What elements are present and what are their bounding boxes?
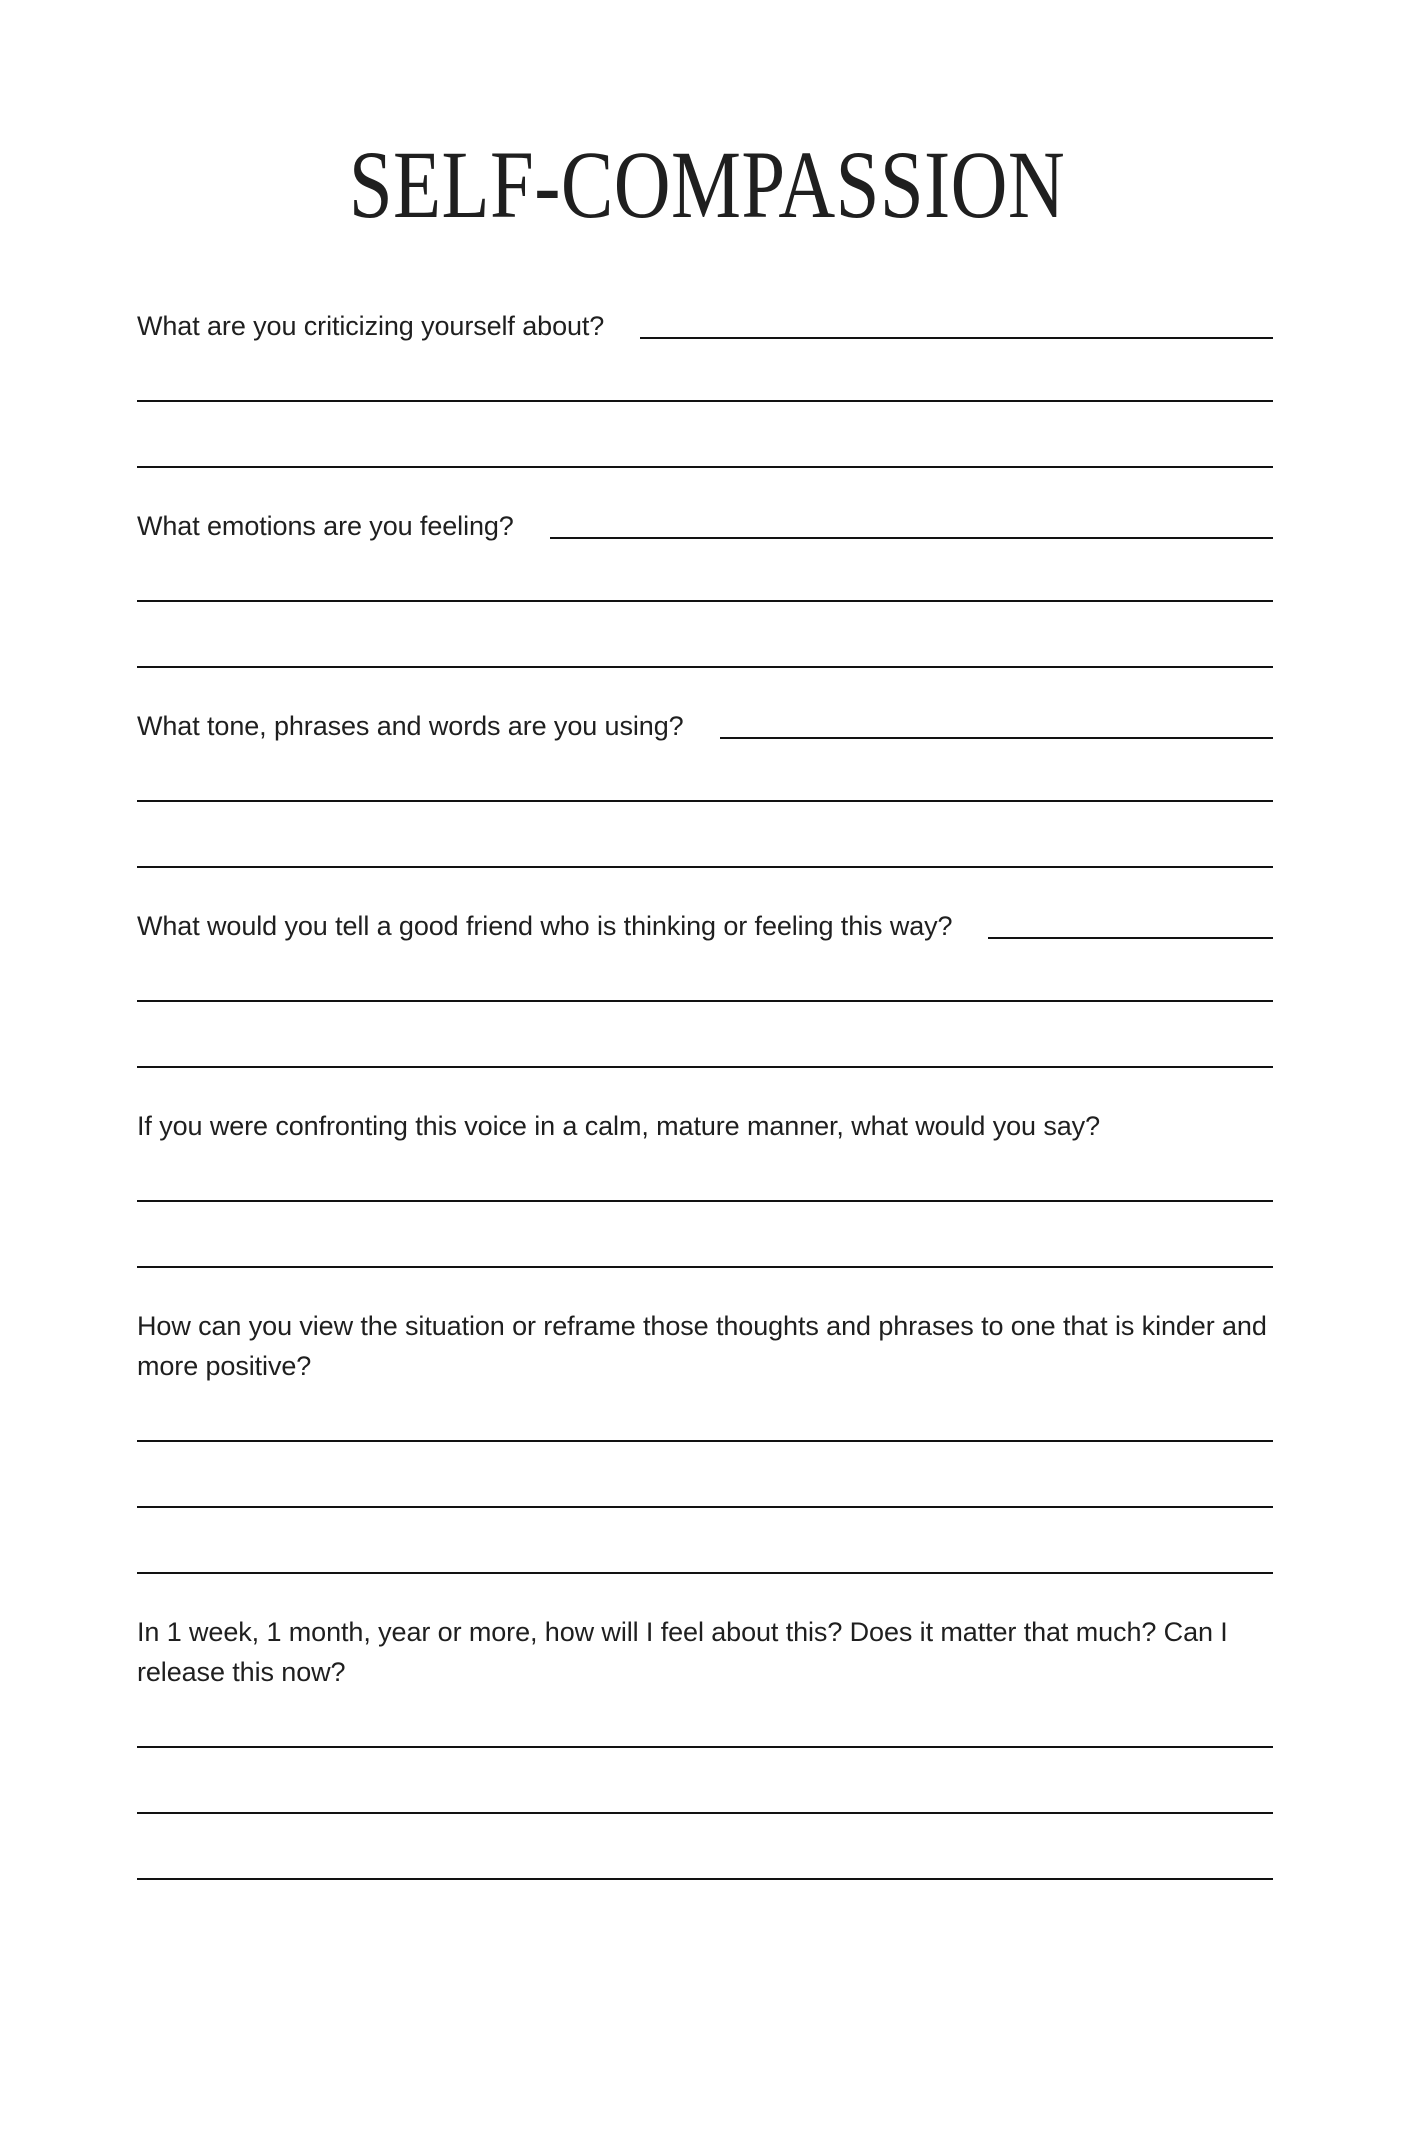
question-row [137, 906, 1273, 946]
question-block [137, 506, 1273, 668]
answer-writing-line[interactable] [137, 1442, 1273, 1508]
question-block [137, 306, 1273, 468]
answer-writing-line[interactable] [137, 746, 1273, 802]
answer-writing-line[interactable] [137, 1386, 1273, 1442]
question-block [137, 1306, 1273, 1574]
answer-writing-line[interactable] [137, 1692, 1273, 1748]
answer-writing-line[interactable] [137, 402, 1273, 468]
answer-writing-line[interactable] [137, 546, 1273, 602]
question-label: If you were confronting this voice in a calm, mature manner, what would you say? [137, 1111, 1100, 1141]
answer-writing-line[interactable] [137, 802, 1273, 868]
question-label: What emotions are you feeling? [137, 511, 514, 541]
question-block [137, 906, 1273, 1068]
questions-list [137, 306, 1273, 1880]
inline-answer-line[interactable] [550, 537, 1273, 539]
question-block [137, 1106, 1273, 1268]
question-label: In 1 week, 1 month, year or more, how will I feel about this? Does it matter that much? Can I release this now? [137, 1617, 1228, 1687]
page-title: SELF-COMPASSION [348, 131, 1066, 238]
answer-writing-line[interactable] [137, 602, 1273, 668]
answer-writing-line[interactable] [137, 346, 1273, 402]
question-row [137, 1612, 1273, 1692]
question-label: How can you view the situation or reframe those thoughts and phrases to one that is kinder and more positive? [137, 1311, 1267, 1381]
question-row [137, 706, 1273, 746]
inline-answer-line[interactable] [720, 737, 1273, 739]
answer-writing-line[interactable] [137, 1748, 1273, 1814]
question-label: What would you tell a good friend who is thinking or feeling this way? [137, 911, 953, 941]
question-row [137, 306, 1273, 346]
answer-writing-line[interactable] [137, 1002, 1273, 1068]
question-label: What tone, phrases and words are you using? [137, 711, 684, 741]
worksheet-page [0, 131, 1414, 2137]
question-row [137, 1106, 1273, 1146]
answer-writing-line[interactable] [137, 946, 1273, 1002]
question-block [137, 1612, 1273, 1880]
inline-answer-line[interactable] [640, 337, 1273, 339]
question-row [137, 506, 1273, 546]
answer-writing-line[interactable] [137, 1814, 1273, 1880]
question-label: What are you criticizing yourself about? [137, 311, 605, 341]
inline-answer-line[interactable] [988, 937, 1273, 939]
question-row [137, 1306, 1273, 1386]
answer-writing-line[interactable] [137, 1508, 1273, 1574]
answer-writing-line[interactable] [137, 1146, 1273, 1202]
answer-writing-line[interactable] [137, 1202, 1273, 1268]
question-block [137, 706, 1273, 868]
